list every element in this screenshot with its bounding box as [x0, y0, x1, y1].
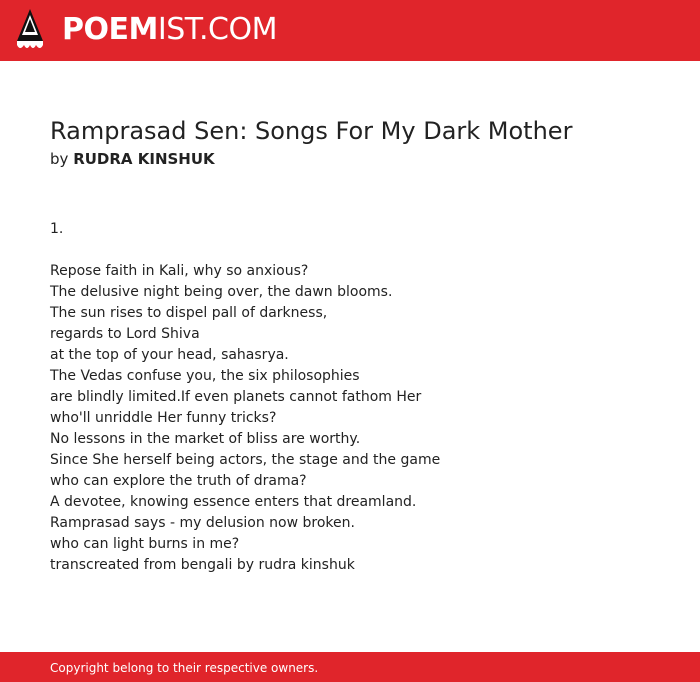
- logo-name-light: IST.COM: [157, 12, 277, 47]
- poem-line: who can explore the truth of drama?: [50, 473, 307, 489]
- by-label: by: [50, 150, 69, 168]
- site-logo[interactable]: [62, 12, 277, 48]
- copyright-text: Copyright belong to their respective owners.: [50, 661, 319, 675]
- poem-line: transcreated from bengali by rudra kinshuk: [50, 557, 355, 573]
- poem-line: Repose faith in Kali, why so anxious?: [50, 263, 309, 279]
- poem-line: The delusive night being over, the dawn blooms.: [50, 284, 393, 300]
- poem-line: [50, 240, 440, 261]
- poem-line: Since She herself being actors, the stage and the game: [50, 452, 441, 468]
- byline: [50, 149, 215, 169]
- poem-body: [50, 219, 440, 576]
- site-header: [0, 0, 700, 61]
- author-name: RUDRA KINSHUK: [73, 150, 215, 168]
- poem-line: regards to Lord Shiva: [50, 326, 200, 342]
- poem-line: The sun rises to dispel pall of darkness,: [50, 305, 328, 321]
- poem-line: who can light burns in me?: [50, 536, 240, 552]
- poem-line: The Vedas confuse you, the six philosophies: [50, 368, 360, 384]
- poem-title: Ramprasad Sen: Songs For My Dark Mother: [50, 117, 573, 145]
- poem-line: Ramprasad says - my delusion now broken.: [50, 515, 355, 531]
- site-footer: [0, 652, 700, 682]
- poem-line: who'll unriddle Her funny tricks?: [50, 410, 277, 426]
- poem-line: A devotee, knowing essence enters that dreamland.: [50, 494, 417, 510]
- logo-name-bold: POEM: [62, 12, 158, 47]
- pen-nib-icon: [16, 8, 44, 52]
- poem-line: are blindly limited.If even planets cannot fathom Her: [50, 389, 422, 405]
- poem-line: 1.: [50, 221, 64, 237]
- poem-line: at the top of your head, sahasrya.: [50, 347, 289, 363]
- poem-line: No lessons in the market of bliss are worthy.: [50, 431, 361, 447]
